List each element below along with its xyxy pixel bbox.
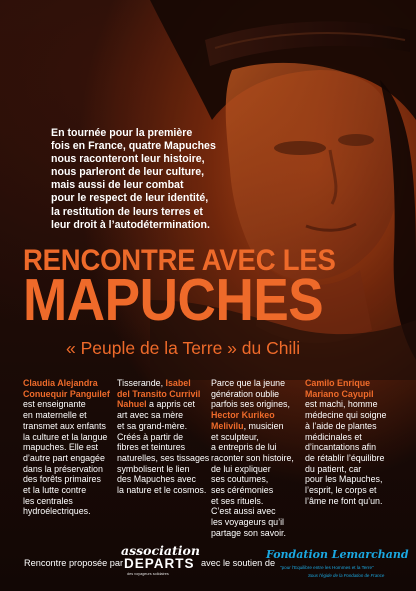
support-text: avec le soutien de (201, 558, 276, 568)
column-line: l’âme ne font qu’un. (305, 495, 383, 506)
column-line: Parce que la jeune (211, 378, 286, 388)
column-line: et sculpteur, (211, 431, 259, 442)
intro-line: pour le respect de leur identité, (51, 192, 209, 205)
column-line: ses coutumes, (211, 474, 269, 485)
column-line (117, 378, 209, 389)
proposed-by-text: Rencontre proposée par (24, 558, 124, 568)
logo-text: Sous l'égide de la Fondation de France (308, 573, 385, 578)
intro-line: mais aussi de leur combat (51, 179, 184, 192)
column-isabel (117, 378, 209, 496)
column-line: de rétablir l’équilibre (305, 452, 385, 463)
column-line: la nature et le cosmos. (117, 485, 207, 496)
column-line: raconter son histoire, (211, 452, 294, 463)
person-name: Mariano Cayupil (305, 388, 374, 399)
column-line: Créés à partir de (117, 431, 184, 442)
intro-line: la restitution de leurs terres et (51, 205, 203, 218)
column-line (117, 399, 209, 410)
column-line: pour les Mapuches, (305, 474, 383, 485)
intro-line: nous raconteront leur histoire, (51, 153, 205, 166)
column-line: hydroélectriques. (23, 506, 91, 517)
column-line: à l’aide de plantes (305, 420, 377, 431)
logo-text: Fondation Lemarchand (266, 548, 409, 561)
column-line: naturelles, ses tissages (117, 452, 210, 463)
column-line: dans la préservation (23, 463, 103, 474)
column-text: Tisserande, (117, 378, 166, 388)
column-line: les voyageurs qu’il (211, 517, 285, 528)
column-line: et ses rituels. (211, 495, 264, 506)
logo-text: "pour l'Equilibre entre les Hommes et la Terre" (280, 565, 374, 570)
intro-line: leur droit à l’autodétermination. (51, 218, 210, 231)
column-line: a entrepris de lui (211, 442, 277, 453)
column-line: génération oublie (211, 388, 280, 399)
column-line: est machi, homme (305, 399, 378, 410)
column-line: et sa grand-mère. (117, 420, 188, 431)
person-name: del Transito Currivil (117, 388, 201, 399)
logo-text: association (121, 543, 200, 558)
column-line: la culture et la langue (23, 431, 108, 442)
intro-line: En tournée pour la première (51, 127, 193, 139)
column-line: symbolisent le lien (117, 463, 190, 474)
column-line: art avec sa mère (117, 410, 184, 421)
column-line: partage son savoir. (211, 527, 286, 538)
column-line: médicinales et (305, 431, 362, 442)
column-line: mapuches. Elle est (23, 442, 98, 453)
column-line: l’esprit, le corps et (305, 485, 377, 496)
person-name: Melivilu (211, 420, 244, 431)
column-line: en maternelle et (23, 410, 87, 421)
column-line: ses cérémonies (211, 485, 274, 496)
column-line: des Mapuches avec (117, 474, 196, 485)
association-departs-logo (121, 543, 200, 579)
person-name: Hector Kurikeo (211, 410, 275, 421)
fondation-lemarchand-logo (266, 548, 411, 588)
column-line (211, 421, 294, 432)
column-claudia (23, 378, 110, 517)
column-line: C’est aussi avec (211, 506, 276, 517)
intro-line: nous parleront de leur culture, (51, 166, 205, 179)
person-name: Claudia Alejandra (23, 378, 98, 388)
column-line: les centrales (23, 495, 73, 506)
column-line: fibres et teintures (117, 442, 186, 453)
column-camilo (305, 378, 386, 506)
column-line: et la lutte contre (23, 485, 87, 496)
column-text: , musicien (243, 420, 284, 431)
person-name: Nahuel (117, 399, 147, 410)
column-line: d’incantations afin (305, 442, 377, 453)
title-line-1: RENCONTRE AVEC LES (23, 242, 336, 277)
intro-paragraph (51, 127, 229, 232)
column-line: du patient, car (305, 463, 362, 474)
column-line: parfois ses origines, (211, 399, 290, 410)
logo-text: des voyageurs solidaires (127, 572, 169, 576)
person-name: Conuequir Panguilef (23, 388, 110, 399)
column-line: des forêts primaires (23, 474, 101, 485)
column-line: transmet aux enfants (23, 420, 106, 431)
column-line: est enseignante (23, 399, 86, 410)
person-name: Isabel (165, 378, 191, 388)
title-main: MAPUCHES (23, 267, 324, 333)
person-name: Camilo Enrique (305, 378, 371, 388)
column-hector (211, 378, 294, 539)
column-line: d’autre part engagée (23, 452, 105, 463)
logo-text: DEPARTS (124, 556, 195, 571)
column-text: a appris cet (146, 399, 195, 410)
column-line: médecine qui soigne (305, 410, 387, 421)
intro-line: fois en France, quatre Mapuches (51, 140, 216, 153)
column-line: de lui expliquer (211, 463, 271, 474)
subtitle: « Peuple de la Terre » du Chili (66, 338, 301, 358)
